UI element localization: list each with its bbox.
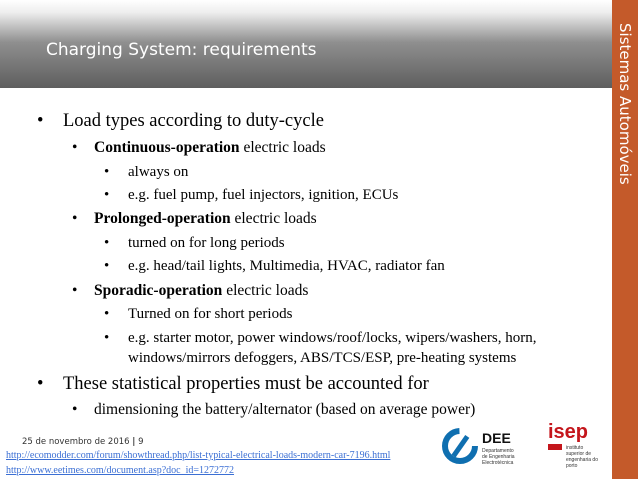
reference-link-2[interactable]: http://www.eetimes.com/document.asp?doc_id=1272772 [6,465,235,476]
bullet-dot: • [104,306,110,322]
bullet-dot: • [72,139,78,156]
dee-logo-bar [451,435,469,458]
bullet-dot: • [104,187,110,203]
bold-term: Sporadic-operation [94,282,223,299]
bullet-rest: electric loads [230,210,317,227]
bullet-text: Load types according to duty-cycle [63,111,324,131]
footer-separator: | [132,437,136,447]
bullet-text: turned on for long periods [128,235,285,251]
bullet-text: dimensioning the battery/alternator (based on average power) [94,401,476,418]
bullet-text: Turned on for short periods [128,306,293,322]
bullet-dot: • [72,210,78,227]
bullet-dot: • [104,164,110,180]
bold-term: Continuous-operation [94,139,240,156]
isep-logo [546,418,608,474]
dee-logo-sub: Departamento [482,448,514,454]
reference-link-1[interactable]: http://ecomodder.com/forum/showthread.php/list-typical-electrical-loads-modern-car-7196.html [6,450,391,461]
isep-logo-sub: engenharia do [566,457,598,463]
bullet-dot: • [37,374,44,394]
date-text: 25 de novembro de 2016 [22,437,130,447]
bullet-text: e.g. head/tail lights, Multimedia, HVAC, radiator fan [128,258,445,274]
bullet-dot: • [37,111,44,131]
footer-date [22,437,143,447]
bullet-rest: electric loads [222,282,309,299]
bullet-text [94,210,317,228]
slide-title: Charging System: requirements [46,40,317,60]
dee-logo-sub: Electrotécnica [482,460,514,466]
bullet-dot: • [104,235,110,251]
bullet-dot: • [72,282,78,299]
page-number: 9 [138,437,144,447]
side-label: Sistemas Automóveis [616,23,634,185]
bullet-text: always on [128,164,189,180]
isep-logo-bar [548,444,562,450]
side-label-container [614,24,636,184]
dee-logo [440,424,540,468]
bullet-dot: • [104,330,110,346]
bullet-text [94,139,326,157]
bold-term: Prolonged-operation [94,210,231,227]
bullet-text: These statistical properties must be accounted for [63,374,429,394]
bullet-text: e.g. starter motor, power windows/roof/locks, wipers/washers, horn, [128,330,537,346]
bullet-text: windows/mirrors defoggers, ABS/TCS/ESP, pre-heating systems [128,350,517,366]
bullet-rest: electric loads [239,139,326,156]
isep-logo-sub: superior de [566,451,592,457]
dee-logo-name: DEE [482,430,511,446]
isep-logo-sub: porto [566,463,578,469]
isep-logo-name: isep [548,421,589,443]
bullet-text [94,282,308,300]
bullet-dot: • [104,258,110,274]
isep-logo-sub: instituto [566,445,584,451]
dee-logo-sub: de Engenharia [482,454,515,460]
bullet-text: e.g. fuel pump, fuel injectors, ignition, ECUs [128,187,399,203]
bullet-dot: • [72,401,78,418]
slide-header [0,0,612,88]
